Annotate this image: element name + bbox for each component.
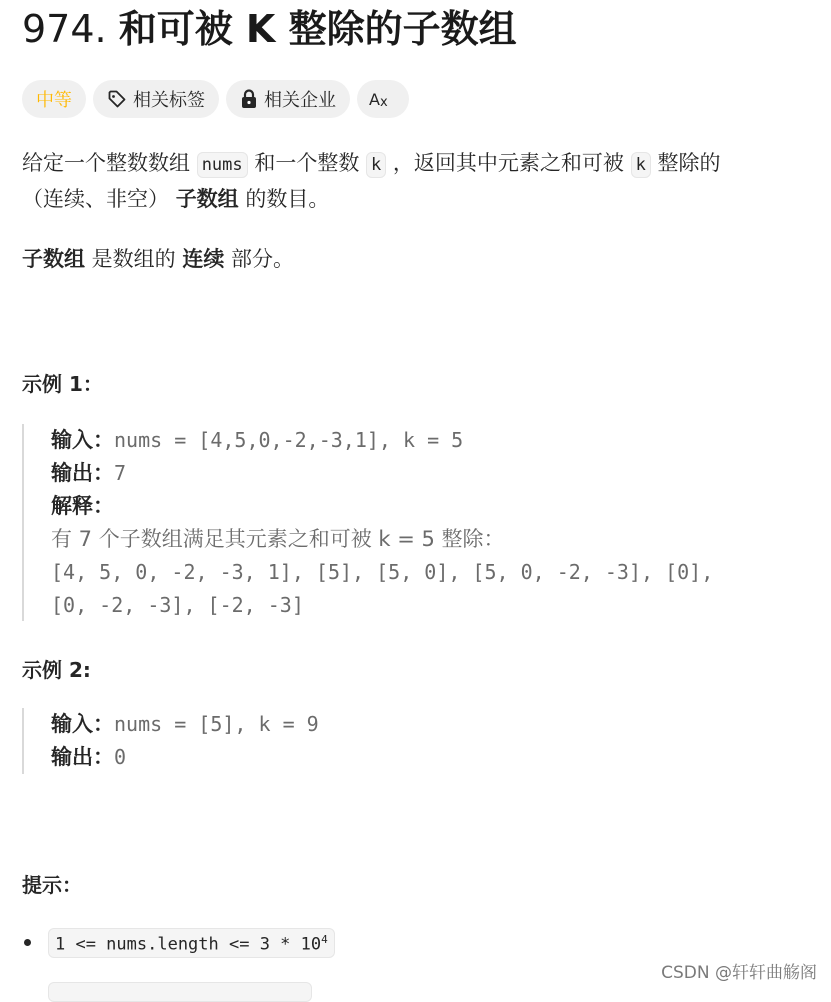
output-value: 7 (114, 461, 127, 485)
related-companies-button[interactable] (226, 80, 350, 118)
problem-number: 974. (22, 7, 107, 51)
constraint-item (48, 928, 335, 958)
explanation-text: 有 7 个子数组满足其元素之和可被 k = 5 整除： (51, 527, 505, 551)
input-value: nums = [5], k = 9 (114, 712, 319, 736)
constraint-text: 1 <= nums.length <= 3 * 10 (55, 934, 322, 955)
constraint-item-partial (48, 982, 312, 1002)
translate-icon (369, 89, 391, 109)
tag-bar (22, 80, 409, 118)
definition-paragraph (22, 242, 294, 276)
related-tags-button[interactable] (93, 80, 219, 118)
output-value: 0 (114, 745, 127, 769)
output-label: 输出： (51, 745, 114, 769)
input-label: 输入： (51, 712, 114, 736)
explanation-line: [4, 5, 0, -2, -3, 1], [5], [5, 0], [5, 0, -2, -3], [0], (51, 560, 714, 584)
explanation-label: 解释： (51, 494, 114, 518)
explanation-line: [0, -2, -3], [-2, -3] (51, 593, 304, 617)
watermark: CSDN @轩轩曲觞阁 (661, 963, 817, 983)
def-text: 是数组的 (85, 247, 183, 271)
example-2-heading: 示例 2: (22, 658, 91, 682)
input-label: 输入： (51, 428, 114, 452)
def-bold-contiguous: 连续 (182, 247, 225, 271)
desc-text: 整除的 (650, 151, 721, 175)
example-2-block (22, 708, 319, 774)
desc-text: （连续、非空） (22, 187, 176, 211)
input-value: nums = [4,5,0,-2,-3,1], k = 5 (114, 428, 464, 452)
svg-text:x: x (380, 95, 388, 109)
constraint-exponent: 4 (321, 933, 328, 946)
inline-code-k: k (366, 152, 386, 178)
desc-text: ，返回其中元素之和可被 (386, 151, 631, 175)
translate-button[interactable] (357, 80, 409, 118)
problem-title-text: 和可被 K 整除的子数组 (118, 7, 517, 51)
example-1-block (22, 424, 713, 621)
description-paragraph (22, 146, 812, 216)
example-1-heading: 示例 1： (22, 372, 103, 396)
def-text: 部分。 (224, 247, 295, 271)
related-tags-label: 相关标签 (133, 90, 205, 111)
desc-bold-subarray: 子数组 (175, 187, 239, 211)
lock-icon (240, 89, 258, 109)
def-bold-subarray: 子数组 (22, 247, 85, 271)
tag-icon (107, 89, 127, 109)
svg-text:A: A (369, 90, 380, 109)
difficulty-badge[interactable] (22, 80, 86, 118)
inline-code-nums: nums (197, 152, 248, 178)
inline-code-k: k (631, 152, 651, 178)
desc-text: 和一个整数 (247, 151, 366, 175)
related-companies-label: 相关企业 (264, 90, 336, 111)
problem-title (22, 4, 517, 54)
list-bullet (24, 939, 31, 946)
difficulty-label: 中等 (36, 90, 72, 111)
constraints-heading: 提示： (22, 873, 82, 897)
output-label: 输出： (51, 461, 114, 485)
desc-text: 给定一个整数数组 (22, 151, 197, 175)
desc-text: 的数目。 (238, 187, 330, 211)
